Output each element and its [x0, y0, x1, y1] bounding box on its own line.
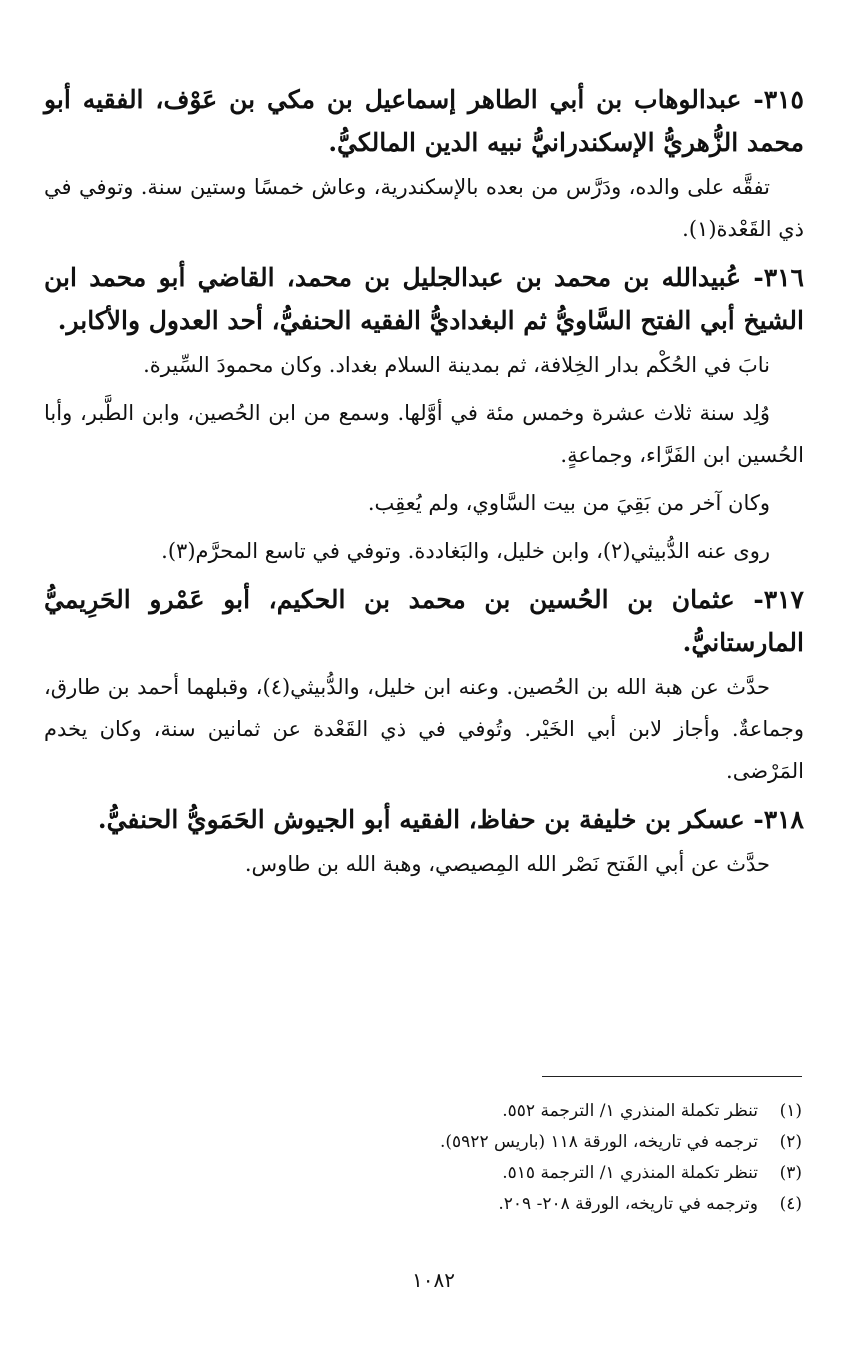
entry-heading: ٣١٧- عثمان بن الحُسين بن محمد بن الحكيم، أبو عَمْرو الحَرِيميُّ المارستانيُّ. — [44, 585, 804, 657]
footnote-item — [82, 1189, 802, 1220]
footnote-number: (١) — [779, 1101, 802, 1121]
footnote-item — [82, 1096, 802, 1127]
footnote-number: (٢) — [779, 1132, 802, 1152]
entry-paragraph: حدَّث عن أبي الفَتح نَصْر الله المِصيصي، وهبة الله بن طاوس. — [244, 852, 770, 876]
page-body — [44, 78, 804, 891]
footnote-text: تنظر تكملة المنذري ١/ الترجمة ٥١٥. — [502, 1163, 758, 1183]
entry-315 — [44, 78, 804, 250]
footnote-item — [82, 1127, 802, 1158]
entry-paragraph: حدَّث عن هبة الله بن الحُصين. وعنه ابن خليل، والدُّبيثي(٤)، وقبلهما أحمد بن طارق، وجماعةٌ. وأجاز لابن أبي الخَيْر. وتُوفي في ذي القَعْدة عن ثمانين سنة، وكان يخدم المَرْضى. — [44, 675, 804, 783]
entry-heading: ٣١٨- عسكر بن خليفة بن حفاظ، الفقيه أبو الجيوش الحَمَويُّ الحنفيُّ. — [97, 805, 804, 834]
entry-heading: ٣١٥- عبدالوهاب بن أبي الطاهر إسماعيل بن مكي بن عَوْف، الفقيه أبو محمد الزُّهريُّ الإسكندرانيُّ نبيه الدين المالكيُّ. — [44, 85, 804, 157]
entry-318 — [44, 798, 804, 885]
entry-paragraph: تفقَّه على والده، ودَرَّس من بعده بالإسكندرية، وعاش خمسًا وستين سنة. وتوفي في ذي القَعْدة(١). — [44, 175, 804, 241]
entry-heading: ٣١٦- عُبيدالله بن محمد بن عبدالجليل بن محمد، القاضي أبو محمد ابن الشيخ أبي الفتح السَّاويُّ ثم البغداديُّ الفقيه الحنفيُّ، أحد العدول والأكابر. — [44, 263, 804, 335]
footnote-text: وترجمه في تاريخه، الورقة ٢٠٨- ٢٠٩. — [498, 1194, 758, 1214]
footnote-list — [82, 1076, 802, 1220]
footnote-text: ترجمه في تاريخه، الورقة ١١٨ (باريس ٥٩٢٢). — [440, 1132, 758, 1152]
footnote-text: تنظر تكملة المنذري ١/ الترجمة ٥٥٢. — [502, 1101, 758, 1121]
footnotes — [82, 1076, 802, 1220]
entry-paragraph: نابَ في الحُكْم بدار الخِلافة، ثم بمدينة السلام بغداد. وكان محمودَ السِّيرة. — [143, 353, 770, 377]
footnote-divider — [542, 1076, 802, 1077]
entry-317 — [44, 578, 804, 792]
entry-paragraph: وُلِد سنة ثلاث عشرة وخمس مئة في أوَّلها. وسمع من ابن الحُصين، وابن الطَّبر، وأبا الحُسين ابن الفَرَّاء، وجماعةٍ. — [44, 401, 804, 467]
footnote-number: (٣) — [779, 1163, 802, 1183]
page-number: ١٠٨٢ — [412, 1268, 455, 1292]
entry-paragraph: وكان آخر من بَقِيَ من بيت السَّاوي، ولم يُعقِب. — [367, 491, 770, 515]
footnote-item — [82, 1158, 802, 1189]
entry-paragraph: روى عنه الدُّبيثي(٢)، وابن خليل، والبَغاددة. وتوفي في تاسع المحرَّم(٣). — [161, 539, 770, 563]
footnote-number: (٤) — [779, 1194, 802, 1214]
entry-316 — [44, 256, 804, 572]
